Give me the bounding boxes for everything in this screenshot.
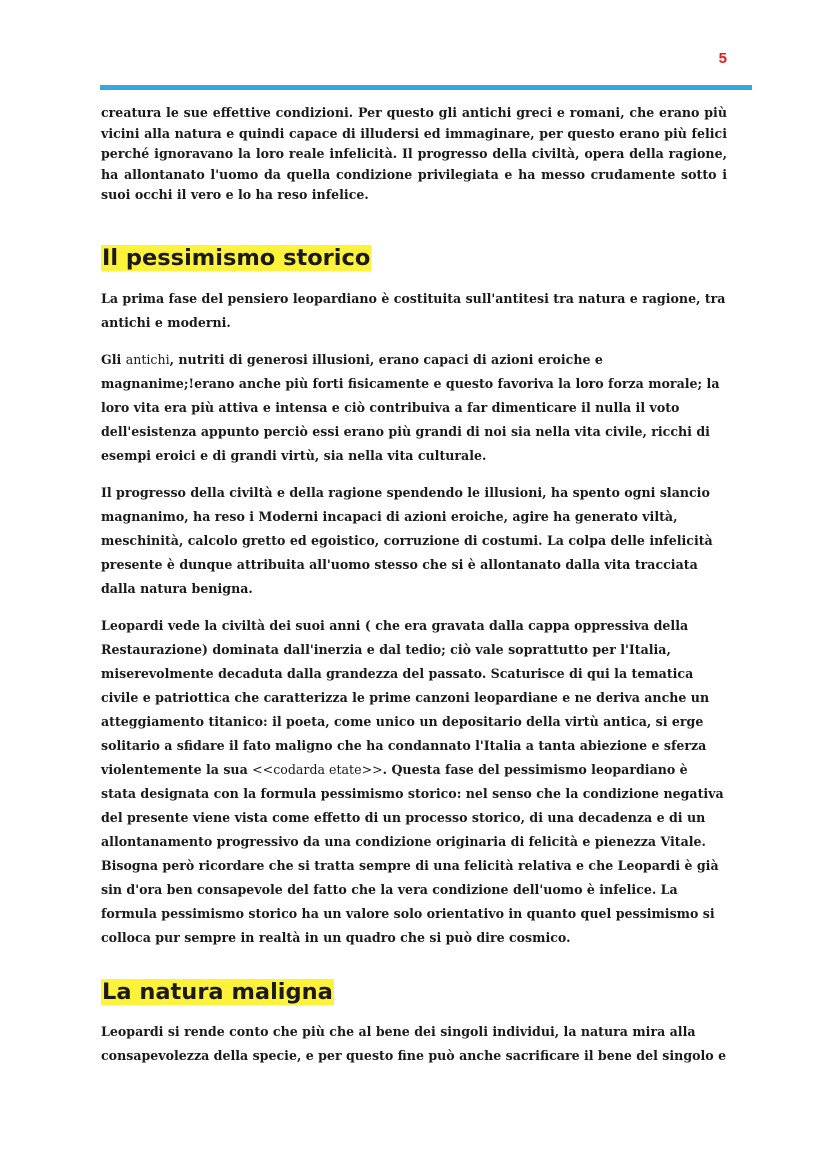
section-heading-pessimismo-storico xyxy=(101,242,727,274)
section-heading-natura-maligna xyxy=(101,976,727,1008)
intro-paragraph: creatura le sue effettive condizioni. Per questo gli antichi greci e romani, che erano più vicini alla natura e quindi capace di illudersi ed immaginare, per questo erano più felici perché ignoravano la loro reale infelicità. Il progresso della civiltà, opera della ragione, ha allontanato l'uomo da quella condizione privilegiata e ha messo crudamente sotto i suoi occhi il vero e lo ha reso infelice. xyxy=(101,105,727,202)
paragraph-antichi xyxy=(101,348,727,468)
text-fragment: Gli xyxy=(101,351,126,367)
section-heading-wrap xyxy=(101,242,727,274)
text-fragment: . Questa fase del pessimismo leopardiano è stata designata con la formula pessimismo storico: nel senso che la condizione negativa del presente viene vista come effetto di un processo storico, di una decadenza e di un allontanamento progressivo da una condizione originaria di felicità e pienezza Vitale. Bisogna però ricordare che si tratta sempre di una felicità relativa e che Leopardi è già sin d'ora ben consapevole del fatto che la vera condizione dell'uomo è infelice. La formula pessimismo storico ha un valore solo orientativo in quanto quel pessimismo si colloca pur sempre in realtà in un quadro che si può dire cosmico. xyxy=(101,761,724,945)
text-fragment: , nutriti di generosi illusioni, erano capaci di azioni eroiche e magnanime;!erano anche più forti fisicamente e questo favoriva la loro forza morale; la loro vita era più attiva e intensa e ciò contribuiva a far dimenticare il nulla il voto dell'esistenza appunto perciò essi erano più grandi di noi sia nella vita civile, ricchi di esempi eroici e di grandi virtù, sia nella vita culturale. xyxy=(101,351,720,463)
heading-highlight: La natura maligna xyxy=(102,978,333,1005)
document-body xyxy=(101,103,727,1068)
paragraph-leopardi xyxy=(101,614,727,950)
page-number: 5 xyxy=(718,50,727,67)
paragraph-prima-fase: La prima fase del pensiero leopardiano è costituita sull'antitesi tra natura e ragione, tra antichi e moderni. xyxy=(101,290,726,330)
quote-codarda-etate: <<codarda etate>> xyxy=(252,761,383,777)
text-fragment: Leopardi vede la civiltà dei suoi anni ( che era gravata dalla cappa oppressiva della Restaurazione) dominata dall'inerzia e dal tedio; ciò vale soprattutto per l'Italia, miserevolmente decaduta dalla grandezza del passato. Scaturisce di qui la tematica civile e patriottica che caratterizza le prime canzoni leopardiane e ne deriva anche un atteggiamento titanico: il poeta, come unico un depositario della virtù antica, si erge solitario a sfidare il fato maligno che ha condannato l'Italia a tanta abiezione e sferza violentemente la sua xyxy=(101,617,710,777)
section-heading-wrap xyxy=(101,976,727,1008)
header-rule xyxy=(100,85,752,90)
heading-highlight: Il pessimismo storico xyxy=(102,244,371,271)
paragraph-progresso: Il progresso della civiltà e della ragione spendendo le illusioni, ha spento ogni slancio magnanimo, ha reso i Moderni incapaci di azioni eroiche, agire ha generato viltà, meschinità, calcolo gretto ed egoistico, corruzione di costumi. La colpa delle infelicità presente è dunque attribuita all'uomo stesso che si è allontanato dalla vita tracciata dalla natura benigna. xyxy=(101,484,713,596)
plain-word-antichi: antichi xyxy=(125,351,170,367)
paragraph-natura-maligna: Leopardi si rende conto che più che al bene dei singoli individui, la natura mira alla consapevolezza della specie, e per questo fine può anche sacrificare il bene del singolo e xyxy=(101,1023,727,1063)
